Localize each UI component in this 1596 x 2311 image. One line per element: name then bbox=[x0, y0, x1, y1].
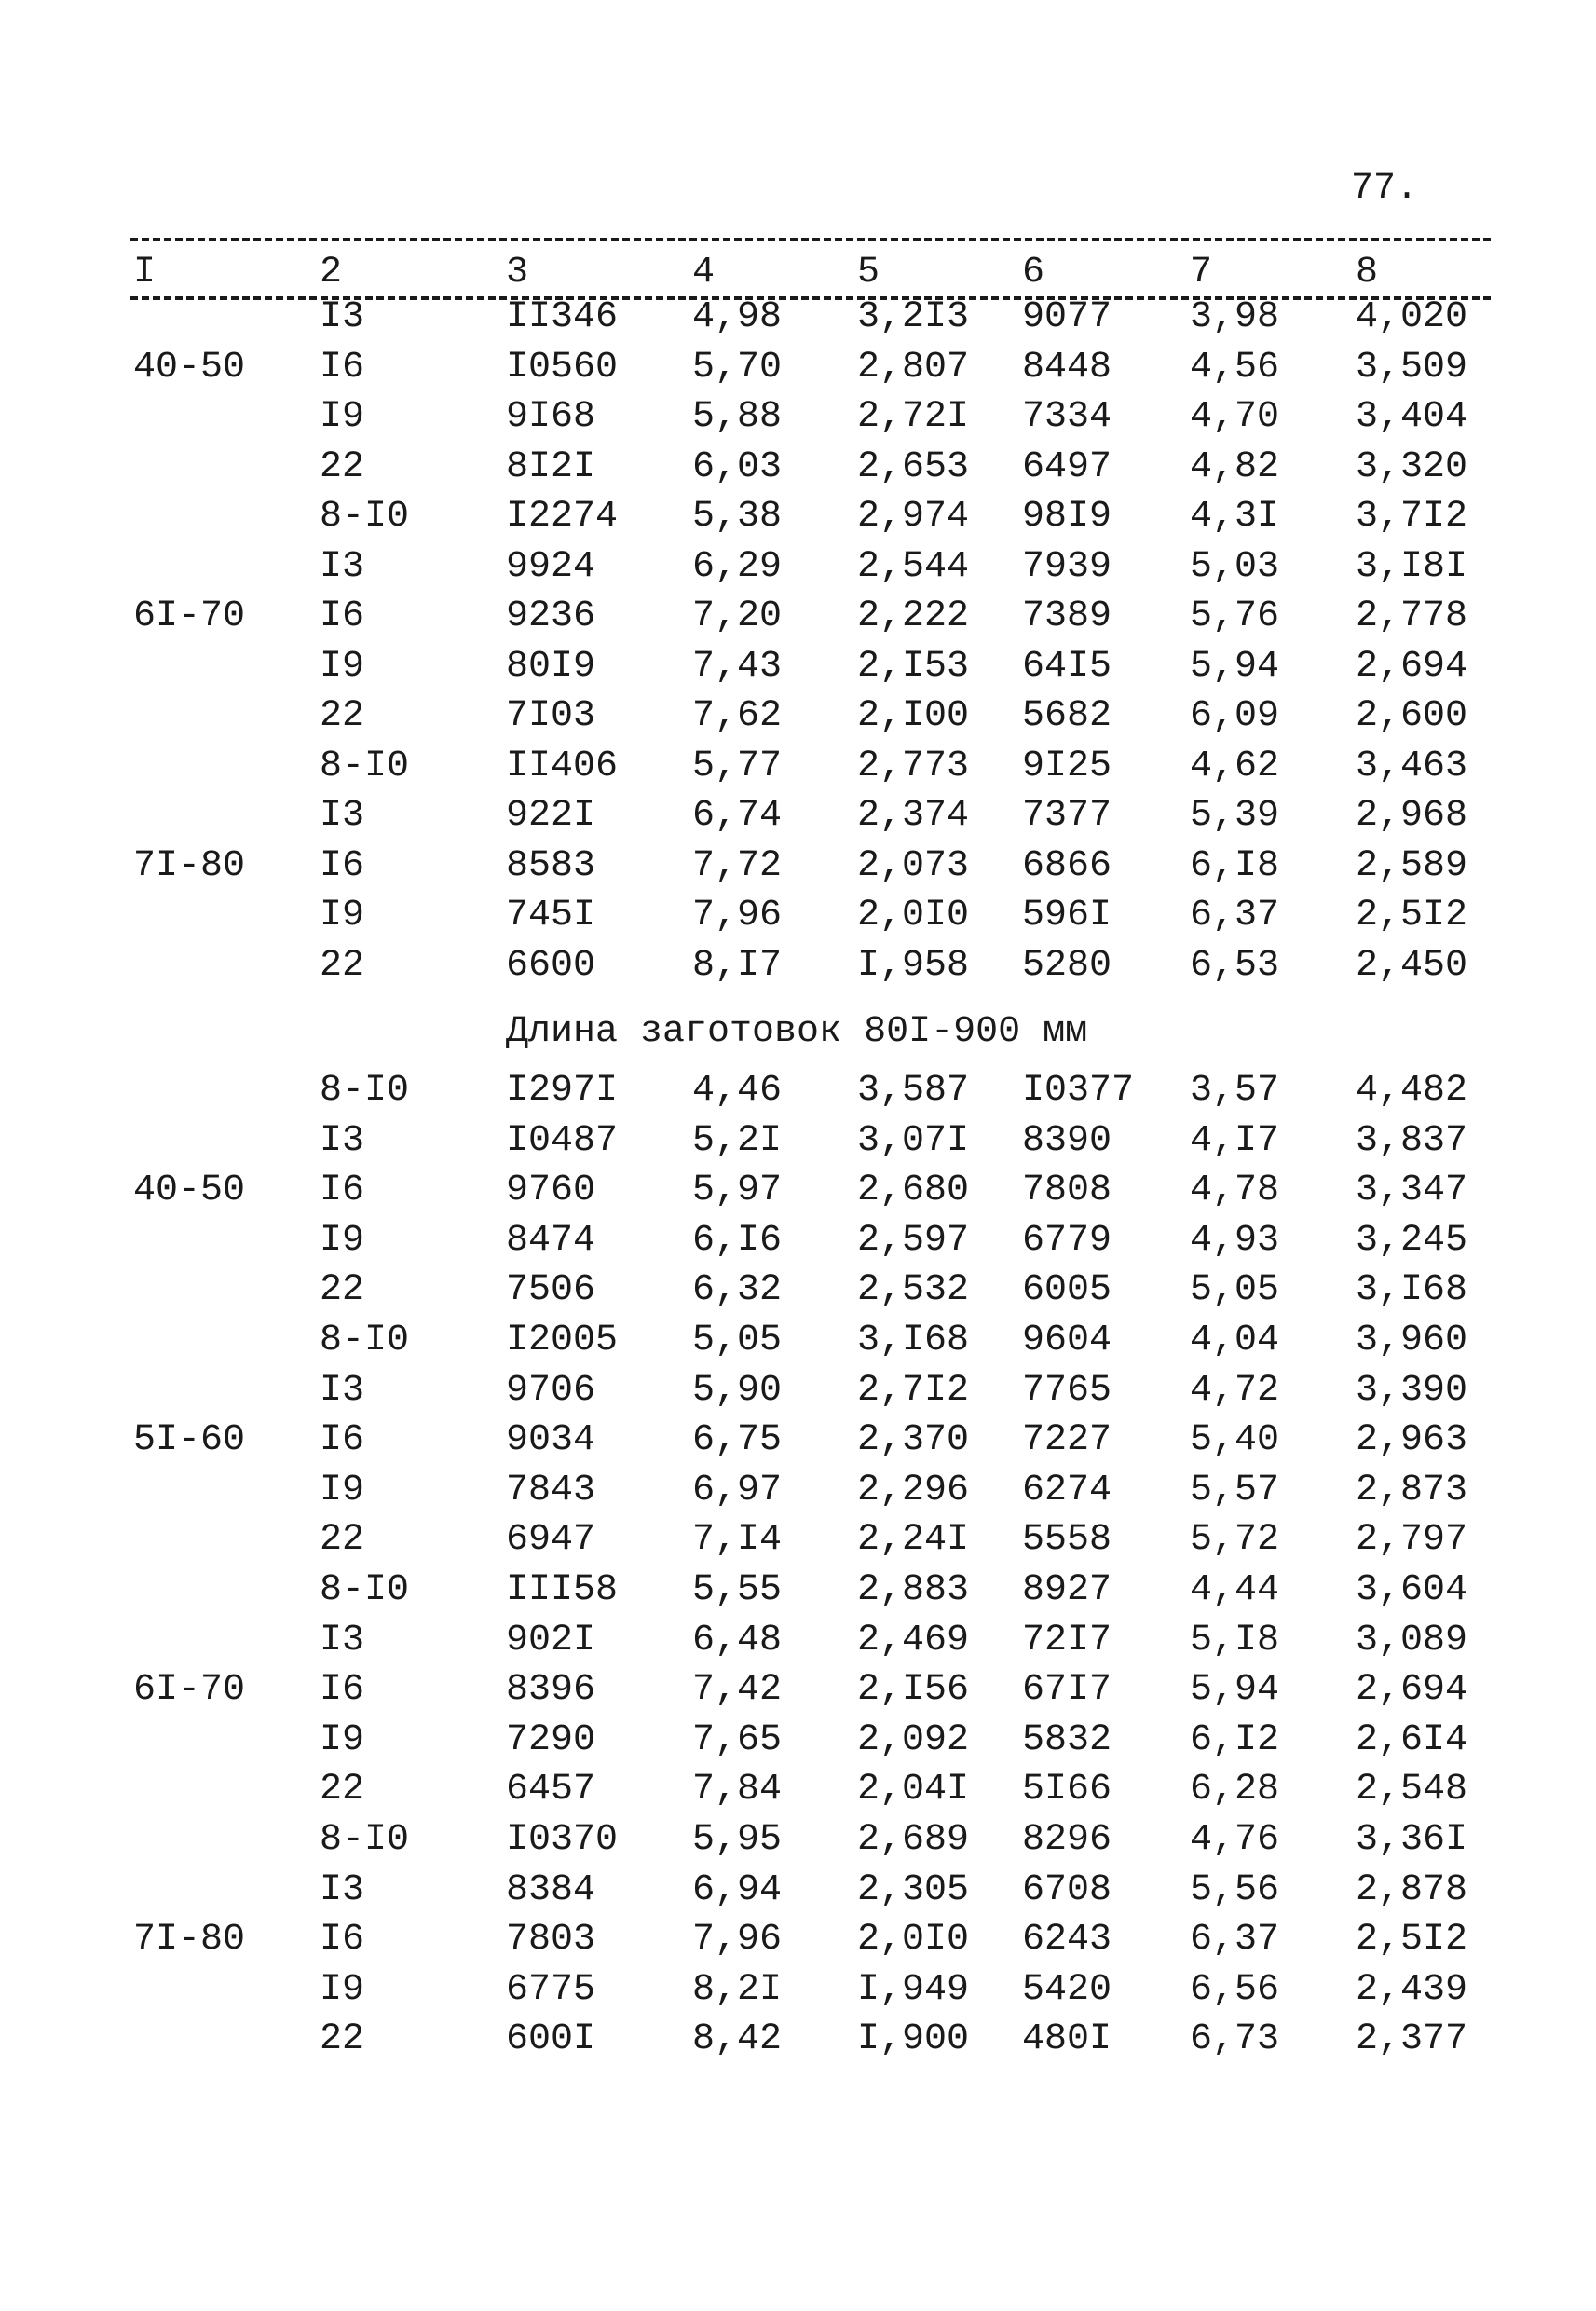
column-header-3: 3 bbox=[506, 252, 529, 294]
table-cell-col2: 22 bbox=[320, 944, 365, 987]
table-cell-col2: 8-I0 bbox=[320, 496, 410, 538]
table-row bbox=[0, 1869, 1596, 1916]
table-row bbox=[0, 347, 1596, 393]
table-cell-col8: 3,I8I bbox=[1356, 545, 1468, 588]
table-cell-col3: 80I9 bbox=[506, 645, 596, 688]
table-cell-col7: 4,04 bbox=[1190, 1320, 1280, 1361]
table-row bbox=[0, 595, 1596, 642]
table-cell-col6: I0377 bbox=[1022, 1070, 1135, 1112]
table-cell-col5: 2,689 bbox=[857, 1819, 970, 1861]
table-cell-col4: 7,42 bbox=[692, 1669, 783, 1712]
table-cell-col4: 7,96 bbox=[692, 895, 783, 937]
table-cell-col3: 7803 bbox=[506, 1919, 596, 1962]
table-cell-col6: 6243 bbox=[1022, 1919, 1112, 1962]
group-label-cell: 40-50 bbox=[133, 1169, 246, 1212]
table-cell-col3: I2005 bbox=[506, 1320, 619, 1361]
column-header-7: 7 bbox=[1190, 252, 1213, 294]
table-row bbox=[0, 1419, 1596, 1466]
table-cell-col5: I,949 bbox=[857, 1968, 970, 2011]
table-cell-col4: 5,90 bbox=[692, 1369, 783, 1412]
table-cell-col6: 6497 bbox=[1022, 445, 1112, 488]
table-cell-col7: 4,76 bbox=[1190, 1819, 1280, 1861]
section-title: Длина заготовок 80I-900 мм bbox=[506, 1011, 1088, 1053]
header-top-rule bbox=[130, 238, 1491, 241]
table-row bbox=[0, 1470, 1596, 1516]
table-cell-col8: 2,5I2 bbox=[1356, 1919, 1468, 1962]
table-cell-col7: 4,72 bbox=[1190, 1369, 1280, 1412]
table-cell-col6: 8448 bbox=[1022, 346, 1112, 389]
table-cell-col4: 4,46 bbox=[692, 1070, 783, 1112]
table-row bbox=[0, 1220, 1596, 1266]
table-cell-col3: 8384 bbox=[506, 1868, 596, 1911]
table-cell-col8: 2,5I2 bbox=[1356, 895, 1468, 937]
table-cell-col2: I3 bbox=[320, 296, 365, 338]
table-row bbox=[0, 396, 1596, 443]
table-cell-col5: 2,544 bbox=[857, 545, 970, 588]
table-cell-col7: 5,76 bbox=[1190, 595, 1280, 637]
table-cell-col5: 3,I68 bbox=[857, 1320, 970, 1361]
table-row bbox=[0, 1269, 1596, 1316]
table-cell-col2: I9 bbox=[320, 1968, 365, 2011]
table-cell-col2: 8-I0 bbox=[320, 1569, 410, 1611]
column-header-2: 2 bbox=[320, 252, 343, 294]
table-cell-col2: 22 bbox=[320, 445, 365, 488]
table-cell-col6: 6866 bbox=[1022, 844, 1112, 887]
table-cell-col7: 6,56 bbox=[1190, 1968, 1280, 2011]
table-cell-col2: 8-I0 bbox=[320, 1320, 410, 1361]
table-cell-col2: I9 bbox=[320, 1469, 365, 1511]
table-cell-col7: 4,78 bbox=[1190, 1169, 1280, 1212]
table-cell-col8: 2,377 bbox=[1356, 2018, 1468, 2061]
table-cell-col2: I3 bbox=[320, 1868, 365, 1911]
table-cell-col7: 4,82 bbox=[1190, 445, 1280, 488]
table-row bbox=[0, 695, 1596, 742]
table-cell-col4: 6,74 bbox=[692, 795, 783, 837]
table-cell-col3: III58 bbox=[506, 1569, 619, 1611]
table-cell-col3: 9924 bbox=[506, 545, 596, 588]
table-cell-col7: 6,53 bbox=[1190, 944, 1280, 987]
table-cell-col7: 5,03 bbox=[1190, 545, 1280, 588]
table-cell-col4: 5,2I bbox=[692, 1119, 783, 1162]
table-cell-col5: 2,469 bbox=[857, 1619, 970, 1661]
table-cell-col7: 5,94 bbox=[1190, 645, 1280, 688]
table-cell-col8: 3,245 bbox=[1356, 1219, 1468, 1262]
table-cell-col5: 2,296 bbox=[857, 1469, 970, 1511]
table-cell-col3: I297I bbox=[506, 1070, 619, 1112]
table-cell-col2: I3 bbox=[320, 1369, 365, 1412]
table-cell-col3: 7506 bbox=[506, 1269, 596, 1312]
table-cell-col4: 6,94 bbox=[692, 1868, 783, 1911]
table-cell-col6: 8390 bbox=[1022, 1119, 1112, 1162]
table-cell-col3: 7I03 bbox=[506, 695, 596, 737]
table-cell-col7: 4,3I bbox=[1190, 496, 1280, 538]
table-cell-col4: 5,05 bbox=[692, 1320, 783, 1361]
table-cell-col4: 7,72 bbox=[692, 844, 783, 887]
table-row bbox=[0, 1519, 1596, 1566]
table-cell-col5: 2,883 bbox=[857, 1569, 970, 1611]
table-cell-col4: 5,97 bbox=[692, 1169, 783, 1212]
table-cell-col8: 2,873 bbox=[1356, 1469, 1468, 1511]
table-cell-col8: 3,509 bbox=[1356, 346, 1468, 389]
table-cell-col2: I6 bbox=[320, 1419, 365, 1462]
table-cell-col4: 7,20 bbox=[692, 595, 783, 637]
table-cell-col5: 2,374 bbox=[857, 795, 970, 837]
table-cell-col3: I0560 bbox=[506, 346, 619, 389]
table-cell-col8: 3,604 bbox=[1356, 1569, 1468, 1611]
table-cell-col4: 7,65 bbox=[692, 1718, 783, 1761]
table-cell-col2: 22 bbox=[320, 1269, 365, 1312]
table-cell-col6: 480I bbox=[1022, 2018, 1112, 2061]
table-cell-col5: 3,587 bbox=[857, 1070, 970, 1112]
table-cell-col8: 4,020 bbox=[1356, 296, 1468, 338]
table-cell-col3: 7290 bbox=[506, 1718, 596, 1761]
table-cell-col5: 2,807 bbox=[857, 346, 970, 389]
table-cell-col5: 3,07I bbox=[857, 1119, 970, 1162]
table-cell-col2: I3 bbox=[320, 795, 365, 837]
group-label-cell: 5I-60 bbox=[133, 1419, 246, 1462]
table-cell-col3: 9I68 bbox=[506, 396, 596, 438]
table-cell-col3: 600I bbox=[506, 2018, 596, 2061]
table-cell-col3: II406 bbox=[506, 745, 619, 787]
table-row bbox=[0, 296, 1596, 343]
table-cell-col8: 2,589 bbox=[1356, 844, 1468, 887]
table-cell-col7: 5,05 bbox=[1190, 1269, 1280, 1312]
table-cell-col4: 6,03 bbox=[692, 445, 783, 488]
table-cell-col6: 5I66 bbox=[1022, 1769, 1112, 1812]
table-cell-col5: 2,04I bbox=[857, 1769, 970, 1812]
table-cell-col6: 7227 bbox=[1022, 1419, 1112, 1462]
table-cell-col4: 6,32 bbox=[692, 1269, 783, 1312]
table-cell-col6: 7808 bbox=[1022, 1169, 1112, 1212]
table-cell-col5: 2,I56 bbox=[857, 1669, 970, 1712]
table-cell-col2: 22 bbox=[320, 1769, 365, 1812]
table-cell-col8: 2,600 bbox=[1356, 695, 1468, 737]
table-cell-col7: 5,94 bbox=[1190, 1669, 1280, 1712]
table-cell-col8: 2,548 bbox=[1356, 1769, 1468, 1812]
table-cell-col5: 2,073 bbox=[857, 844, 970, 887]
table-cell-col6: 7377 bbox=[1022, 795, 1112, 837]
table-row bbox=[0, 795, 1596, 841]
page-number: 77. bbox=[1351, 168, 1419, 210]
table-cell-col7: 5,56 bbox=[1190, 1868, 1280, 1911]
column-header-5: 5 bbox=[857, 252, 880, 294]
table-cell-col2: 22 bbox=[320, 1519, 365, 1562]
table-cell-col3: 7843 bbox=[506, 1469, 596, 1511]
table-cell-col7: 3,57 bbox=[1190, 1070, 1280, 1112]
table-row bbox=[0, 845, 1596, 892]
table-cell-col7: 5,40 bbox=[1190, 1419, 1280, 1462]
table-cell-col6: 7765 bbox=[1022, 1369, 1112, 1412]
table-cell-col4: 7,I4 bbox=[692, 1519, 783, 1562]
table-cell-col6: 6274 bbox=[1022, 1469, 1112, 1511]
table-cell-col7: 5,72 bbox=[1190, 1519, 1280, 1562]
table-cell-col7: 5,57 bbox=[1190, 1469, 1280, 1511]
table-row bbox=[0, 745, 1596, 792]
table-cell-col2: I9 bbox=[320, 1718, 365, 1761]
table-cell-col3: 8583 bbox=[506, 844, 596, 887]
table-row bbox=[0, 1669, 1596, 1716]
table-row bbox=[0, 2018, 1596, 2065]
table-cell-col4: 6,75 bbox=[692, 1419, 783, 1462]
table-cell-col2: I3 bbox=[320, 545, 365, 588]
table-cell-col4: 6,48 bbox=[692, 1619, 783, 1661]
table-cell-col8: 2,694 bbox=[1356, 1669, 1468, 1712]
table-cell-col8: 2,778 bbox=[1356, 595, 1468, 637]
table-cell-col6: 9077 bbox=[1022, 296, 1112, 338]
table-cell-col6: 72I7 bbox=[1022, 1619, 1112, 1661]
table-cell-col5: 2,370 bbox=[857, 1419, 970, 1462]
table-cell-col3: I0370 bbox=[506, 1819, 619, 1861]
table-cell-col6: 8927 bbox=[1022, 1569, 1112, 1611]
table-cell-col8: 3,960 bbox=[1356, 1320, 1468, 1361]
table-cell-col8: 2,439 bbox=[1356, 1968, 1468, 2011]
table-cell-col5: 2,680 bbox=[857, 1169, 970, 1212]
table-cell-col7: 6,37 bbox=[1190, 895, 1280, 937]
table-cell-col7: 4,70 bbox=[1190, 396, 1280, 438]
table-row bbox=[0, 1120, 1596, 1167]
table-cell-col3: 6947 bbox=[506, 1519, 596, 1562]
table-row bbox=[0, 1919, 1596, 1965]
table-cell-col6: 5832 bbox=[1022, 1718, 1112, 1761]
table-cell-col2: 22 bbox=[320, 2018, 365, 2061]
table-cell-col8: 3,837 bbox=[1356, 1119, 1468, 1162]
table-cell-col8: 3,463 bbox=[1356, 745, 1468, 787]
table-cell-col8: 2,963 bbox=[1356, 1419, 1468, 1462]
table-cell-col8: 3,404 bbox=[1356, 396, 1468, 438]
table-cell-col8: 3,320 bbox=[1356, 445, 1468, 488]
table-cell-col3: I2274 bbox=[506, 496, 619, 538]
table-cell-col7: 4,56 bbox=[1190, 346, 1280, 389]
column-header-8: 8 bbox=[1356, 252, 1379, 294]
table-cell-col7: 3,98 bbox=[1190, 296, 1280, 338]
table-row bbox=[0, 1320, 1596, 1366]
table-row bbox=[0, 1569, 1596, 1616]
table-cell-col3: 6775 bbox=[506, 1968, 596, 2011]
table-cell-col3: 8I2I bbox=[506, 445, 596, 488]
group-label-cell: 40-50 bbox=[133, 346, 246, 389]
table-cell-col4: 5,55 bbox=[692, 1569, 783, 1611]
column-header-4: 4 bbox=[692, 252, 716, 294]
table-cell-col2: I6 bbox=[320, 1169, 365, 1212]
table-row bbox=[0, 546, 1596, 593]
table-cell-col4: 4,98 bbox=[692, 296, 783, 338]
table-row bbox=[0, 1969, 1596, 2016]
column-header-1: I bbox=[133, 252, 157, 294]
table-cell-col7: 6,I2 bbox=[1190, 1718, 1280, 1761]
table-cell-col6: 5558 bbox=[1022, 1519, 1112, 1562]
table-cell-col2: I3 bbox=[320, 1119, 365, 1162]
table-cell-col2: I9 bbox=[320, 396, 365, 438]
table-row bbox=[0, 895, 1596, 941]
table-cell-col8: 3,347 bbox=[1356, 1169, 1468, 1212]
table-cell-col7: 4,62 bbox=[1190, 745, 1280, 787]
table-cell-col6: 596I bbox=[1022, 895, 1112, 937]
table-cell-col4: 8,42 bbox=[692, 2018, 783, 2061]
table-cell-col4: 5,38 bbox=[692, 496, 783, 538]
table-cell-col8: 2,878 bbox=[1356, 1868, 1468, 1911]
table-cell-col5: 2,0I0 bbox=[857, 1919, 970, 1962]
table-cell-col5: 2,653 bbox=[857, 445, 970, 488]
table-cell-col5: I,900 bbox=[857, 2018, 970, 2061]
table-cell-col3: 922I bbox=[506, 795, 596, 837]
group-label-cell: 7I-80 bbox=[133, 1919, 246, 1962]
table-cell-col3: 6600 bbox=[506, 944, 596, 987]
table-cell-col2: 22 bbox=[320, 695, 365, 737]
table-cell-col6: 8296 bbox=[1022, 1819, 1112, 1861]
table-cell-col5: 2,72I bbox=[857, 396, 970, 438]
table-row bbox=[0, 1370, 1596, 1416]
group-label-cell: 7I-80 bbox=[133, 844, 246, 887]
table-cell-col8: 2,694 bbox=[1356, 645, 1468, 688]
table-cell-col7: 4,I7 bbox=[1190, 1119, 1280, 1162]
table-cell-col8: 2,450 bbox=[1356, 944, 1468, 987]
table-row bbox=[0, 1169, 1596, 1216]
table-cell-col3: 9034 bbox=[506, 1419, 596, 1462]
table-cell-col5: 2,7I2 bbox=[857, 1369, 970, 1412]
column-header-6: 6 bbox=[1022, 252, 1045, 294]
table-row bbox=[0, 1620, 1596, 1666]
table-cell-col4: 7,62 bbox=[692, 695, 783, 737]
table-cell-col4: 5,77 bbox=[692, 745, 783, 787]
table-cell-col2: I9 bbox=[320, 895, 365, 937]
table-cell-col4: 5,70 bbox=[692, 346, 783, 389]
table-cell-col4: 7,96 bbox=[692, 1919, 783, 1962]
table-row bbox=[0, 945, 1596, 991]
table-cell-col2: I3 bbox=[320, 1619, 365, 1661]
table-cell-col6: 7389 bbox=[1022, 595, 1112, 637]
table-cell-col2: 8-I0 bbox=[320, 745, 410, 787]
table-cell-col2: I6 bbox=[320, 595, 365, 637]
table-cell-col3: 9760 bbox=[506, 1169, 596, 1212]
table-cell-col3: 745I bbox=[506, 895, 596, 937]
table-cell-col6: 64I5 bbox=[1022, 645, 1112, 688]
table-cell-col3: 8474 bbox=[506, 1219, 596, 1262]
table-cell-col2: I6 bbox=[320, 1919, 365, 1962]
table-cell-col4: 8,2I bbox=[692, 1968, 783, 2011]
table-cell-col6: 9I25 bbox=[1022, 745, 1112, 787]
table-cell-col7: 6,28 bbox=[1190, 1769, 1280, 1812]
table-cell-col5: 2,I00 bbox=[857, 695, 970, 737]
table-cell-col7: 4,44 bbox=[1190, 1569, 1280, 1611]
table-cell-col8: 4,482 bbox=[1356, 1070, 1468, 1112]
table-cell-col5: 3,2I3 bbox=[857, 296, 970, 338]
table-cell-col3: 8396 bbox=[506, 1669, 596, 1712]
group-label-cell: 6I-70 bbox=[133, 595, 246, 637]
group-label-cell: 6I-70 bbox=[133, 1669, 246, 1712]
table-cell-col4: 6,97 bbox=[692, 1469, 783, 1511]
table-cell-col5: 2,974 bbox=[857, 496, 970, 538]
table-cell-col8: 2,6I4 bbox=[1356, 1718, 1468, 1761]
table-cell-col2: I9 bbox=[320, 1219, 365, 1262]
table-cell-col3: 902I bbox=[506, 1619, 596, 1661]
table-cell-col5: I,958 bbox=[857, 944, 970, 987]
table-cell-col7: 5,I8 bbox=[1190, 1619, 1280, 1661]
table-cell-col2: I6 bbox=[320, 844, 365, 887]
table-cell-col6: 67I7 bbox=[1022, 1669, 1112, 1712]
table-cell-col5: 2,24I bbox=[857, 1519, 970, 1562]
table-cell-col6: 9604 bbox=[1022, 1320, 1112, 1361]
table-cell-col5: 2,305 bbox=[857, 1868, 970, 1911]
table-cell-col3: 9706 bbox=[506, 1369, 596, 1412]
table-cell-col4: 6,I6 bbox=[692, 1219, 783, 1262]
table-cell-col8: 2,797 bbox=[1356, 1519, 1468, 1562]
table-cell-col5: 2,532 bbox=[857, 1269, 970, 1312]
table-row bbox=[0, 496, 1596, 542]
table-cell-col5: 2,0I0 bbox=[857, 895, 970, 937]
table-cell-col3: I0487 bbox=[506, 1119, 619, 1162]
table-cell-col5: 2,597 bbox=[857, 1219, 970, 1262]
table-cell-col5: 2,I53 bbox=[857, 645, 970, 688]
table-row bbox=[0, 1719, 1596, 1766]
table-cell-col4: 5,95 bbox=[692, 1819, 783, 1861]
table-cell-col3: II346 bbox=[506, 296, 619, 338]
table-cell-col8: 3,I68 bbox=[1356, 1269, 1468, 1312]
table-cell-col3: 6457 bbox=[506, 1769, 596, 1812]
table-cell-col4: 6,29 bbox=[692, 545, 783, 588]
table-row bbox=[0, 646, 1596, 692]
table-cell-col4: 5,88 bbox=[692, 396, 783, 438]
table-cell-col6: 98I9 bbox=[1022, 496, 1112, 538]
table-cell-col2: I6 bbox=[320, 346, 365, 389]
table-cell-col6: 6708 bbox=[1022, 1868, 1112, 1911]
table-cell-col6: 5280 bbox=[1022, 944, 1112, 987]
table-cell-col7: 6,37 bbox=[1190, 1919, 1280, 1962]
table-cell-col6: 5420 bbox=[1022, 1968, 1112, 2011]
table-cell-col8: 3,089 bbox=[1356, 1619, 1468, 1661]
table-row bbox=[0, 1819, 1596, 1866]
table-cell-col7: 6,09 bbox=[1190, 695, 1280, 737]
table-cell-col8: 2,968 bbox=[1356, 795, 1468, 837]
table-row bbox=[0, 446, 1596, 493]
table-cell-col6: 6779 bbox=[1022, 1219, 1112, 1262]
table-cell-col7: 6,I8 bbox=[1190, 844, 1280, 887]
table-cell-col2: 8-I0 bbox=[320, 1070, 410, 1112]
table-cell-col7: 6,73 bbox=[1190, 2018, 1280, 2061]
table-cell-col4: 7,43 bbox=[692, 645, 783, 688]
table-cell-col6: 6005 bbox=[1022, 1269, 1112, 1312]
table-cell-col6: 5682 bbox=[1022, 695, 1112, 737]
table-row bbox=[0, 1070, 1596, 1116]
table-cell-col4: 8,I7 bbox=[692, 944, 783, 987]
table-cell-col6: 7939 bbox=[1022, 545, 1112, 588]
table-cell-col2: 8-I0 bbox=[320, 1819, 410, 1861]
table-cell-col7: 5,39 bbox=[1190, 795, 1280, 837]
table-cell-col8: 3,7I2 bbox=[1356, 496, 1468, 538]
table-cell-col8: 3,36I bbox=[1356, 1819, 1468, 1861]
table-cell-col5: 2,092 bbox=[857, 1718, 970, 1761]
table-cell-col6: 7334 bbox=[1022, 396, 1112, 438]
table-cell-col2: I6 bbox=[320, 1669, 365, 1712]
table-row bbox=[0, 1769, 1596, 1815]
table-cell-col7: 4,93 bbox=[1190, 1219, 1280, 1262]
table-cell-col2: I9 bbox=[320, 645, 365, 688]
table-cell-col4: 7,84 bbox=[692, 1769, 783, 1812]
table-cell-col5: 2,222 bbox=[857, 595, 970, 637]
table-cell-col8: 3,390 bbox=[1356, 1369, 1468, 1412]
table-cell-col5: 2,773 bbox=[857, 745, 970, 787]
table-cell-col3: 9236 bbox=[506, 595, 596, 637]
